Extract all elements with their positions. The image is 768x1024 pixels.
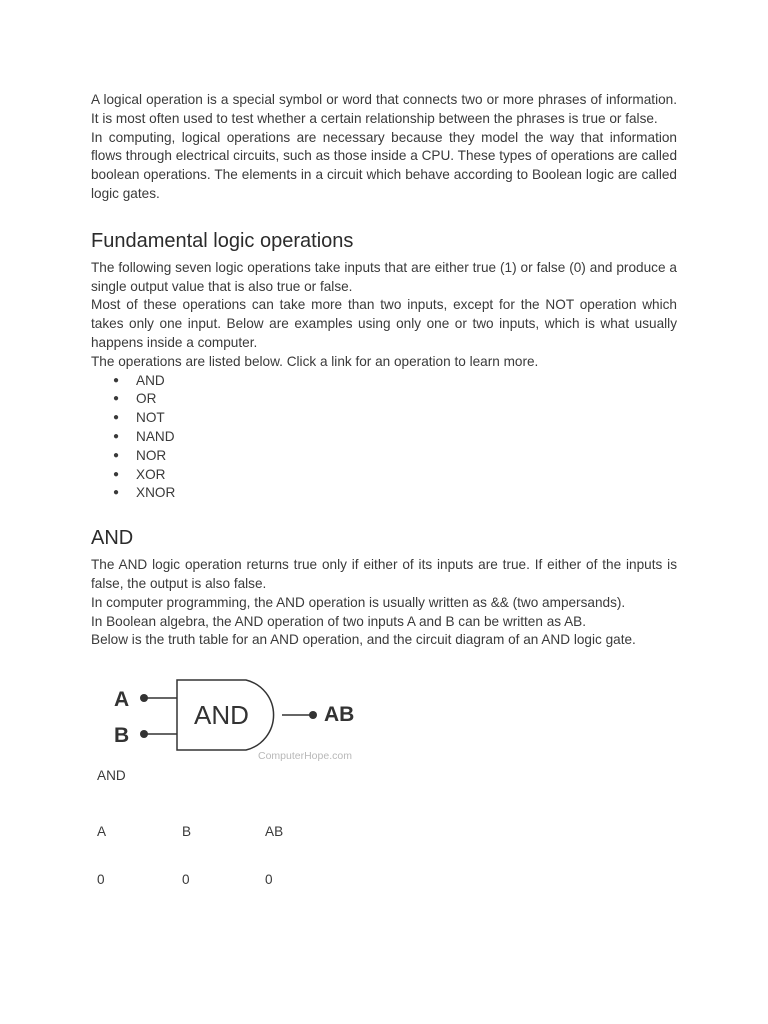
operation-label: AND (136, 372, 165, 388)
input-b-label: B (114, 724, 130, 747)
table-header-b: B (182, 824, 192, 839)
list-item[interactable] (91, 466, 677, 485)
truth-table-title: AND (97, 768, 126, 783)
bullet-icon: ● (113, 393, 120, 405)
table-header-a: A (97, 824, 107, 839)
list-item[interactable] (91, 484, 677, 503)
operation-label: NAND (136, 428, 175, 444)
intro-paragraph-1: A logical operation is a special symbol or word that connects two or more phrases of information. It is most often used to test whether a certain relationship between the phrases is true or false. (91, 92, 677, 126)
bullet-icon: ● (113, 412, 120, 424)
document-body (91, 91, 677, 650)
and-paragraph-4: Below is the truth table for an AND operation, and the circuit diagram of an AND logic gate. (91, 632, 636, 648)
and-heading: AND (91, 527, 134, 550)
and-paragraph-2: In computer programming, the AND operation is usually written as && (two ampersands). (91, 594, 626, 610)
list-item[interactable] (91, 428, 677, 447)
gate-label: AND (194, 700, 249, 730)
operation-label: XNOR (136, 485, 176, 501)
bullet-icon: ● (113, 430, 120, 442)
output-node (309, 711, 317, 719)
fundamental-paragraph-3: The operations are listed below. Click a link for an operation to learn more. (91, 353, 539, 369)
bullet-icon: ● (113, 487, 120, 499)
operation-label: NOR (136, 447, 167, 463)
table-cell: 0 (265, 872, 273, 887)
operations-list (91, 372, 677, 504)
output-label: AB (324, 703, 355, 726)
table-cell: 0 (182, 872, 190, 887)
and-paragraph-3: In Boolean algebra, the AND operation of two inputs A and B can be written as AB. (91, 613, 586, 629)
table-header-ab: AB (265, 824, 284, 839)
bullet-icon: ● (113, 374, 120, 386)
fundamental-paragraph-2: Most of these operations can take more than two inputs, except for the NOT operation which takes only one input. Below are examples using only one or two inputs, which is what usually happens inside a computer. (91, 297, 677, 350)
operation-label: NOT (136, 410, 165, 426)
list-item[interactable] (91, 447, 677, 466)
intro-paragraph-2: In computing, logical operations are necessary because they model the way that information flows through electrical circuits, such as those inside a CPU. These types of operations are called boolean operations. The elements in a circuit which behave according to Boolean logic are called logic gates. (91, 129, 677, 201)
list-item[interactable] (91, 390, 677, 409)
bullet-icon: ● (113, 449, 120, 461)
fundamental-heading: Fundamental logic operations (91, 229, 354, 252)
list-item[interactable] (91, 372, 677, 391)
and-gate-diagram (110, 678, 380, 764)
fundamental-paragraph-1: The following seven logic operations take inputs that are either true (1) or false (0) and produce a single output value that is also true or false. (91, 259, 677, 294)
operation-label: XOR (136, 466, 166, 482)
table-cell: 0 (97, 872, 105, 887)
input-a-label: A (114, 688, 130, 711)
operation-label: OR (136, 391, 157, 407)
and-paragraph-1: The AND logic operation returns true only if either of its inputs are true. If either of the inputs is false, the output is also false. (91, 557, 677, 591)
list-item[interactable] (91, 409, 677, 428)
watermark: ComputerHope.com (258, 750, 352, 762)
bullet-icon: ● (113, 468, 120, 480)
